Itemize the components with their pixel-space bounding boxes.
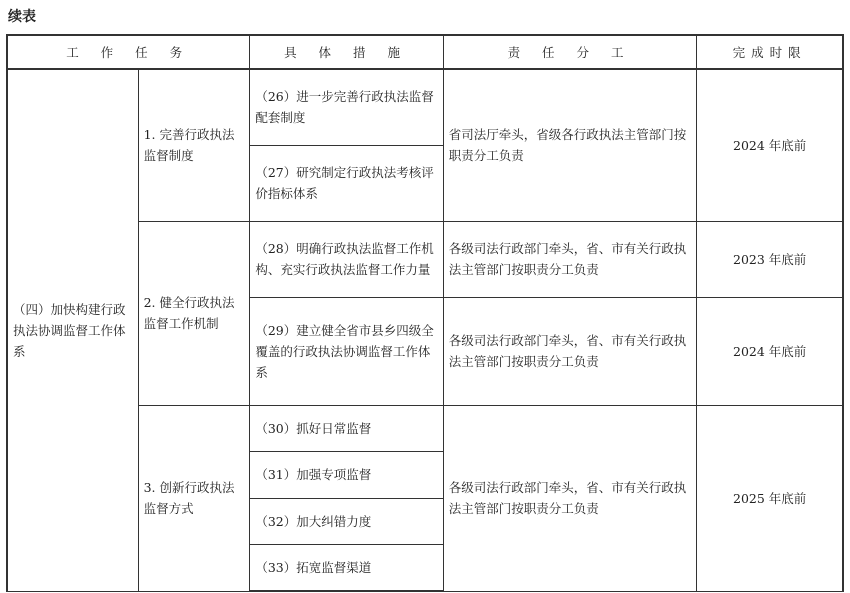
deadline-cell: 2024 年底前 (697, 69, 843, 221)
deadline-cell: 2024 年底前 (697, 297, 843, 405)
subtask-cell: 2. 健全行政执法监督工作机制 (138, 221, 250, 405)
header-measures: 具 体 措 施 (250, 35, 443, 69)
measure-cell: （30）抓好日常监督 (250, 405, 443, 451)
responsibility-cell: 各级司法行政部门牵头，省、市有关行政执法主管部门按职责分工负责 (443, 405, 697, 591)
main-task-cell: （四）加快构建行政执法协调监督工作体系 (7, 69, 138, 591)
measure-cell: （27）研究制定行政执法考核评价指标体系 (250, 145, 443, 221)
table-header-row (7, 35, 843, 69)
measure-cell: （32）加大纠错力度 (250, 498, 443, 544)
header-deadline: 完成时限 (697, 35, 843, 69)
deadline-cell: 2025 年底前 (697, 405, 843, 591)
header-task: 工 作 任 务 (7, 35, 250, 69)
table-row (7, 69, 843, 145)
responsibility-cell: 各级司法行政部门牵头，省、市有关行政执法主管部门按职责分工负责 (443, 297, 697, 405)
header-responsibility: 责 任 分 工 (443, 35, 697, 69)
responsibility-cell: 各级司法行政部门牵头，省、市有关行政执法主管部门按职责分工负责 (443, 221, 697, 297)
deadline-cell: 2023 年底前 (697, 221, 843, 297)
measure-cell: （31）加强专项监督 (250, 451, 443, 498)
measure-cell: （33）拓宽监督渠道 (250, 544, 443, 591)
subtask-cell: 1. 完善行政执法监督制度 (138, 69, 250, 221)
table-caption: 续表 (8, 9, 36, 25)
measure-cell: （29）建立健全省市县乡四级全覆盖的行政执法协调监督工作体系 (250, 297, 443, 405)
responsibility-cell: 省司法厅牵头，省级各行政执法主管部门按职责分工负责 (443, 69, 697, 221)
task-table (6, 34, 844, 592)
subtask-cell: 3. 创新行政执法监督方式 (138, 405, 250, 591)
measure-cell: （28）明确行政执法监督工作机构、充实行政执法监督工作力量 (250, 221, 443, 297)
measure-cell: （26）进一步完善行政执法监督配套制度 (250, 69, 443, 145)
